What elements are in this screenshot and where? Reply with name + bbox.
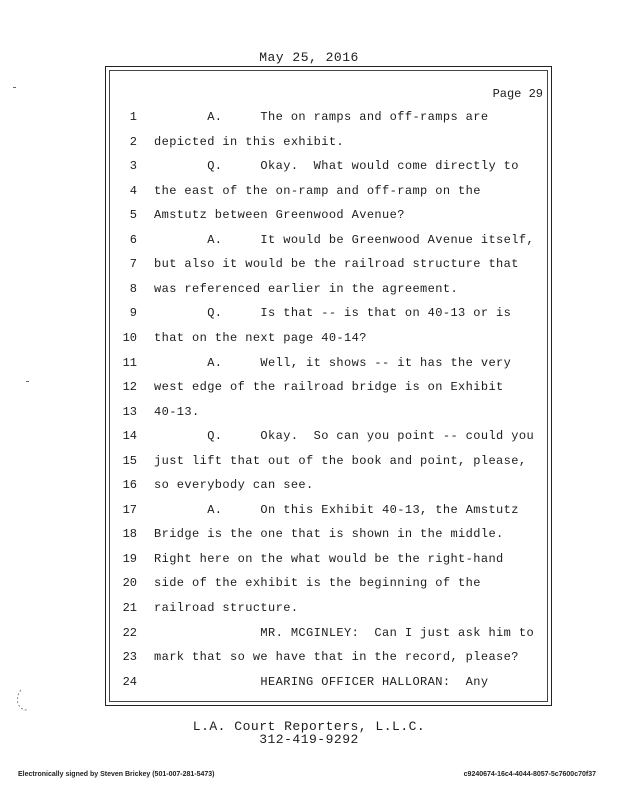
line-number: 5 (129, 208, 137, 222)
transcript-line-text: the east of the on-ramp and off-ramp on the (154, 184, 481, 198)
line-number: 20 (122, 576, 137, 590)
line-number: 7 (129, 257, 137, 271)
page-number: Page 29 (492, 87, 543, 101)
transcript-line-text: so everybody can see. (154, 478, 314, 492)
document-id: c9240674-16c4-4044-8057-5c7600c70f37 (463, 771, 596, 778)
transcript-line-text: Bridge is the one that is shown in the middle. (154, 527, 504, 541)
transcript-line-text: Amstutz between Greenwood Avenue? (154, 208, 405, 222)
court-reporter-phone: 312-419-9292 (259, 732, 359, 747)
transcript-line-text: Q. Is that -- is that on 40-13 or is (154, 306, 512, 320)
transcript-date-header: May 25, 2016 (259, 50, 359, 65)
transcript-line-text: HEARING OFFICER HALLORAN: Any (154, 675, 489, 689)
transcript-line-text: A. Well, it shows -- it has the very (154, 356, 512, 370)
transcript-line-text: mark that so we have that in the record, please? (154, 650, 519, 664)
transcript-line-text: side of the exhibit is the beginning of the (154, 576, 481, 590)
line-number: 6 (129, 233, 137, 247)
line-number: 8 (129, 282, 137, 296)
line-number: 15 (122, 454, 137, 468)
electronic-signature-note: Electronically signed by Steven Brickey (501-007-281-5473) (18, 771, 215, 778)
transcript-page-frame (105, 66, 552, 706)
line-number: 11 (122, 356, 137, 370)
hole-punch-mark-icon (15, 688, 33, 712)
transcript-line-text: west edge of the railroad bridge is on Exhibit (154, 380, 504, 394)
margin-tick-mark (26, 381, 29, 382)
line-number: 1 (129, 110, 137, 124)
transcript-line-text: Q. Okay. So can you point -- could you (154, 429, 535, 443)
transcript-line-text: railroad structure. (154, 601, 299, 615)
transcript-line-text: A. On this Exhibit 40-13, the Amstutz (154, 503, 519, 517)
line-number: 21 (122, 601, 137, 615)
transcript-line-text: that on the next page 40-14? (154, 331, 367, 345)
line-number: 13 (122, 405, 137, 419)
line-number: 3 (129, 159, 137, 173)
transcript-line-text: depicted in this exhibit. (154, 135, 345, 149)
line-number: 9 (129, 306, 137, 320)
transcript-line-text: A. It would be Greenwood Avenue itself, (154, 233, 535, 247)
margin-tick-mark (13, 87, 16, 88)
line-number: 19 (122, 552, 137, 566)
line-number: 18 (122, 527, 137, 541)
line-number: 24 (122, 675, 137, 689)
line-number: 14 (122, 429, 137, 443)
court-reporter-company: L.A. Court Reporters, L.L.C. (192, 719, 426, 734)
transcript-line-text: was referenced earlier in the agreement. (154, 282, 459, 296)
line-number: 10 (122, 331, 137, 345)
line-number: 4 (129, 184, 137, 198)
line-number: 17 (122, 503, 137, 517)
line-number: 12 (122, 380, 137, 394)
line-number: 2 (129, 135, 137, 149)
transcript-line-text: A. The on ramps and off-ramps are (154, 110, 489, 124)
transcript-line-text: but also it would be the railroad structure that (154, 257, 519, 271)
transcript-line-text: Q. Okay. What would come directly to (154, 159, 519, 173)
line-number: 16 (122, 478, 137, 492)
transcript-line-text: just lift that out of the book and point, please, (154, 454, 527, 468)
line-number: 23 (122, 650, 137, 664)
transcript-line-text: MR. MCGINLEY: Can I just ask him to (154, 626, 535, 640)
transcript-line-text: Right here on the what would be the right-hand (154, 552, 504, 566)
line-number: 22 (122, 626, 137, 640)
transcript-line-text: 40-13. (154, 405, 200, 419)
